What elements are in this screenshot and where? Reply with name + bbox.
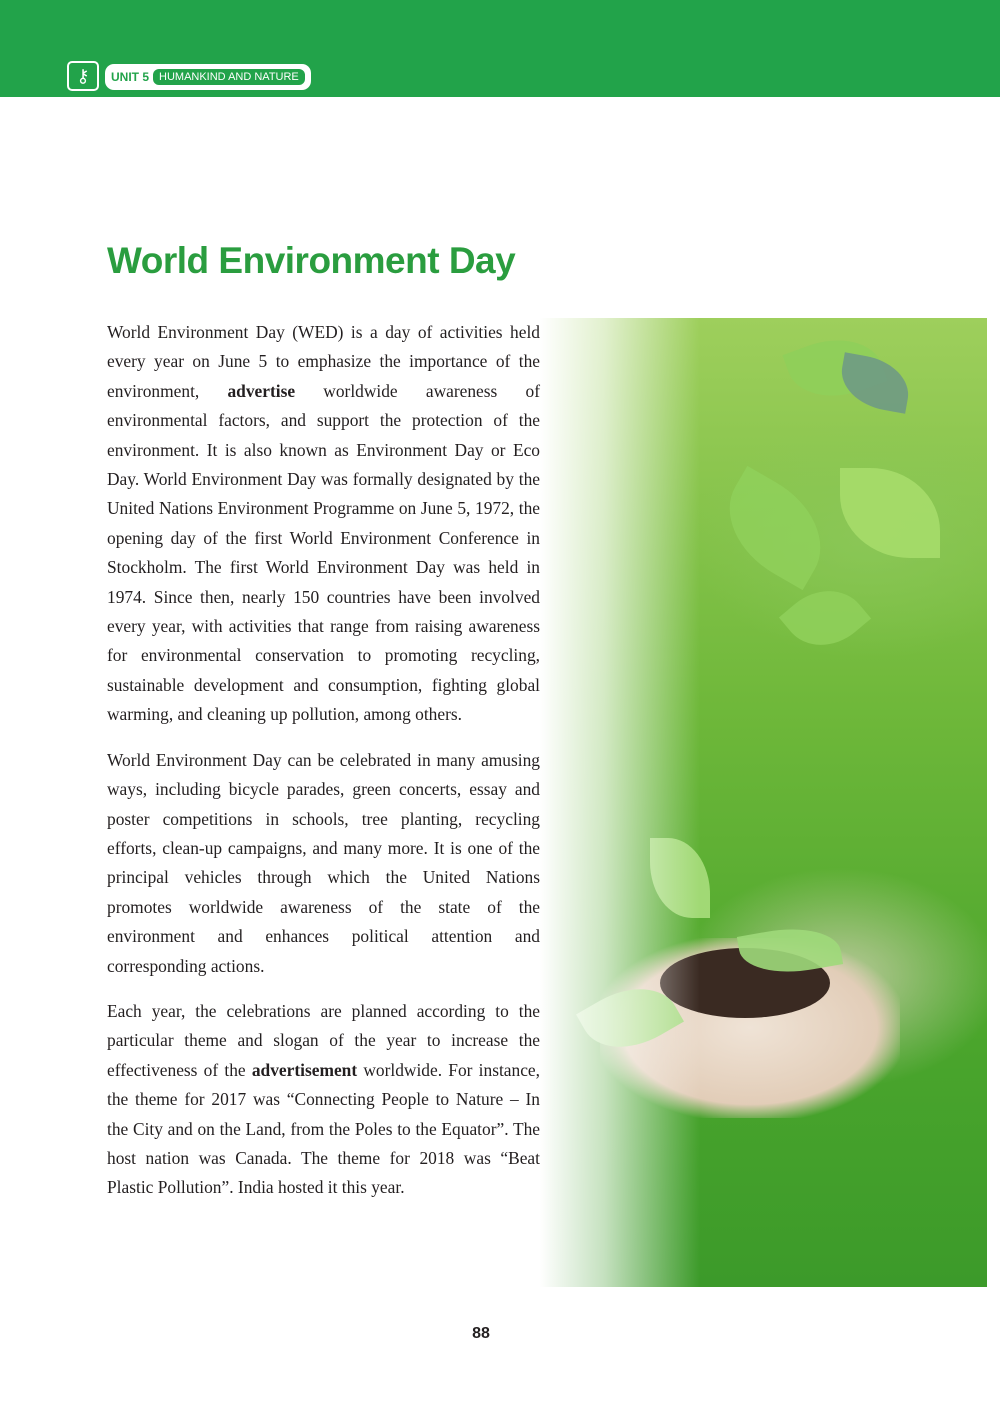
text: World Environment Day can be celebrated in many amusing ways, including bicycle parades, green concerts, essay and poster competitions in schools, tree planting, recycling efforts, clean-up campaigns, and many more. It is one of the principal vehicles through which the United Nations promotes worldwide awareness of the state of the environment and enhances political attention and corresponding actions.	[107, 749, 540, 976]
page-number: 88	[472, 1325, 490, 1342]
paragraph	[107, 997, 540, 1203]
unit-label	[105, 64, 311, 90]
text: Each year, the celebrations are planned according to the particular theme and slogan of the year to increase the effectiveness of the	[107, 1000, 540, 1080]
text: World Environment Day (WED) is a day of activities held every year on June 5 to emphasize the importance of the environment,	[107, 322, 540, 401]
plant-hands-photo	[540, 318, 987, 1287]
unit-number: UNIT 5	[111, 70, 150, 84]
paragraph	[107, 318, 540, 730]
page-title: World Environment Day	[107, 240, 516, 281]
text: worldwide. For instance, the theme for 2017 was “Connecting People to Nature – In the City and on the Land, from the Poles to the Equator”. The host nation was Canada. The theme for 2018 was “Beat Plastic Pollution”. India hosted it this year.	[107, 1059, 540, 1198]
bold-term: advertise	[227, 380, 296, 401]
paragraph	[107, 746, 540, 981]
text: worldwide awareness of environmental factors, and support the protection of the environment. It is also known as Environment Day or Eco Day. World Environment Day was formally designated by the United Nations Environment Programme on June 5, 1972, the opening day of the first World Environment Conference in Stockholm. The first World Environment Day was held in 1974. Since then, nearly 150 countries have been involved every year, with activities that range from raising awareness for environmental conservation to promoting recycling, sustainable development and consumption, fighting global warming, and cleaning up pollution, among others.	[107, 380, 540, 725]
unit-title: HUMANKIND AND NATURE	[153, 69, 305, 85]
key-icon: ⚷	[67, 61, 99, 91]
bold-term: advertisement	[251, 1059, 358, 1080]
unit-header-bar	[0, 0, 1000, 97]
article-body	[107, 318, 540, 1219]
